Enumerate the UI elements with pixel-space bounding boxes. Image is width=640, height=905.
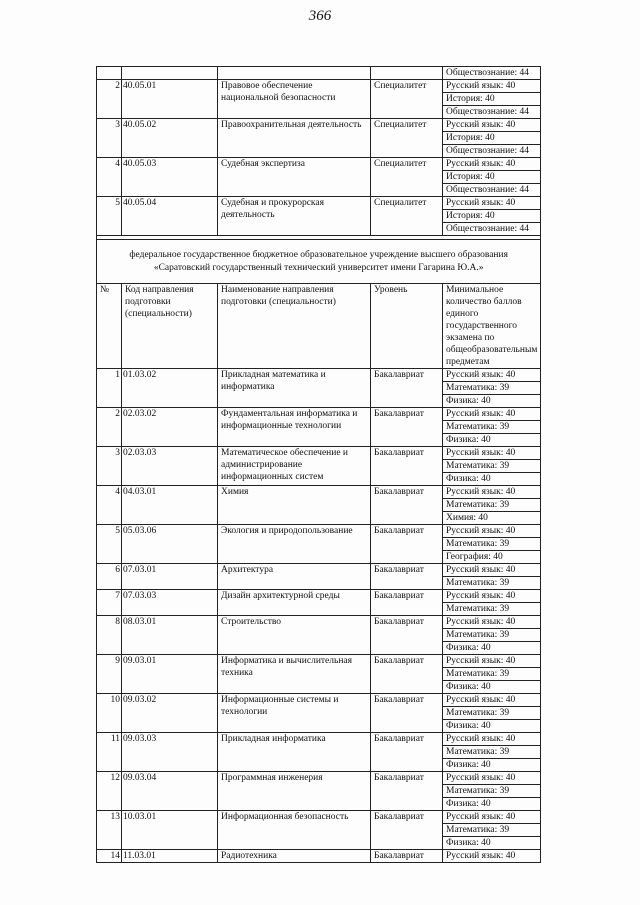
header-level: Уровень	[371, 284, 443, 369]
min-score: Математика: 39	[443, 824, 541, 837]
table-row	[97, 447, 541, 460]
min-score: Русский язык: 40	[443, 590, 541, 603]
program-code: 09.03.01	[122, 655, 218, 694]
program-level: Бакалавриат	[371, 733, 443, 772]
program-level: Специалитет	[371, 119, 443, 158]
program-level: Бакалавриат	[371, 590, 443, 616]
row-number: 4	[97, 486, 122, 525]
min-score: Русский язык: 40	[443, 616, 541, 629]
min-score: Русский язык: 40	[443, 772, 541, 785]
table-row	[97, 655, 541, 668]
min-score: История: 40	[443, 210, 541, 223]
row-number: 3	[97, 119, 122, 158]
program-name: Судебная экспертиза	[218, 158, 371, 197]
min-score: Русский язык: 40	[443, 811, 541, 824]
table-row	[97, 197, 541, 210]
program-name: Фундаментальная информатика и информационные технологии	[218, 408, 371, 447]
row-number: 11	[97, 733, 122, 772]
program-code: 40.05.04	[122, 197, 218, 236]
program-code: 09.03.04	[122, 772, 218, 811]
admission-table	[96, 66, 541, 863]
program-name: Правоохранительная деятельность	[218, 119, 371, 158]
table-row	[97, 616, 541, 629]
table-row	[97, 486, 541, 499]
row-number: 14	[97, 850, 122, 863]
program-code: 07.03.01	[122, 564, 218, 590]
program-code: 11.03.01	[122, 850, 218, 863]
min-score: Русский язык: 40	[443, 525, 541, 538]
program-code: 40.05.01	[122, 80, 218, 119]
min-score: Математика: 39	[443, 746, 541, 759]
min-score: Математика: 39	[443, 629, 541, 642]
min-score: Русский язык: 40	[443, 158, 541, 171]
table-row	[97, 733, 541, 746]
min-score: Математика: 39	[443, 499, 541, 512]
min-score: Физика: 40	[443, 434, 541, 447]
min-score: Математика: 39	[443, 668, 541, 681]
table-row	[97, 408, 541, 421]
table-row	[97, 80, 541, 93]
program-level: Бакалавриат	[371, 850, 443, 863]
row-number: 12	[97, 772, 122, 811]
min-score: Русский язык: 40	[443, 369, 541, 382]
min-score: Математика: 39	[443, 538, 541, 551]
min-score: Русский язык: 40	[443, 850, 541, 863]
table-row	[97, 811, 541, 824]
min-score: Физика: 40	[443, 720, 541, 733]
min-score: Математика: 39	[443, 460, 541, 473]
table-row	[97, 158, 541, 171]
program-level: Бакалавриат	[371, 486, 443, 525]
empty-cell	[218, 67, 371, 80]
header-min-score: Минимальное количество баллов единого государственного экзамена по общеобразовательным предметам	[443, 284, 541, 369]
program-name: Химия	[218, 486, 371, 525]
program-name: Строительство	[218, 616, 371, 655]
min-score: Русский язык: 40	[443, 694, 541, 707]
program-code: 09.03.03	[122, 733, 218, 772]
min-score: Обществознание: 44	[443, 106, 541, 119]
row-number: 13	[97, 811, 122, 850]
row-number: 6	[97, 564, 122, 590]
min-score: Физика: 40	[443, 759, 541, 772]
table-row	[97, 525, 541, 538]
row-number: 5	[97, 525, 122, 564]
program-name: Экология и природопользование	[218, 525, 371, 564]
min-score: Математика: 39	[443, 707, 541, 720]
program-level: Бакалавриат	[371, 655, 443, 694]
min-score: Физика: 40	[443, 798, 541, 811]
program-code: 04.03.01	[122, 486, 218, 525]
program-level: Бакалавриат	[371, 616, 443, 655]
program-level: Специалитет	[371, 197, 443, 236]
program-code: 40.05.02	[122, 119, 218, 158]
table-row	[97, 564, 541, 577]
row-number: 9	[97, 655, 122, 694]
min-score: Математика: 39	[443, 785, 541, 798]
header-name: Наименование направления подготовки (специальности)	[218, 284, 371, 369]
previous-section	[97, 67, 541, 236]
min-score: Математика: 39	[443, 421, 541, 434]
row-number: 3	[97, 447, 122, 486]
program-name: Математическое обеспечение и администрирование информационных систем	[218, 447, 371, 486]
min-score: Русский язык: 40	[443, 408, 541, 421]
empty-cell	[97, 67, 122, 80]
min-score: Русский язык: 40	[443, 80, 541, 93]
min-score: Русский язык: 40	[443, 197, 541, 210]
min-score: Обществознание: 44	[443, 184, 541, 197]
program-name: Информатика и вычислительная техника	[218, 655, 371, 694]
min-score: Русский язык: 40	[443, 655, 541, 668]
program-level: Специалитет	[371, 80, 443, 119]
program-level: Бакалавриат	[371, 408, 443, 447]
row-number: 10	[97, 694, 122, 733]
min-score: Химия: 40	[443, 512, 541, 525]
empty-cell	[122, 67, 218, 80]
min-score: Русский язык: 40	[443, 564, 541, 577]
program-name: Прикладная математика и информатика	[218, 369, 371, 408]
min-score: Физика: 40	[443, 642, 541, 655]
min-score: Математика: 39	[443, 382, 541, 395]
program-level: Специалитет	[371, 158, 443, 197]
min-score: Обществознание: 44	[443, 67, 541, 80]
min-score: Русский язык: 40	[443, 447, 541, 460]
program-code: 01.03.02	[122, 369, 218, 408]
program-level: Бакалавриат	[371, 447, 443, 486]
table-row	[97, 590, 541, 603]
min-score: География: 40	[443, 551, 541, 564]
table-row	[97, 772, 541, 785]
program-level: Бакалавриат	[371, 564, 443, 590]
min-score: История: 40	[443, 93, 541, 106]
program-name: Программная инженерия	[218, 772, 371, 811]
row-number: 7	[97, 590, 122, 616]
institution-rows	[97, 369, 541, 863]
table-row	[97, 119, 541, 132]
min-score: Обществознание: 44	[443, 223, 541, 236]
min-score: История: 40	[443, 171, 541, 184]
program-code: 02.03.03	[122, 447, 218, 486]
program-code: 09.03.02	[122, 694, 218, 733]
empty-cell	[371, 67, 443, 80]
min-score: Русский язык: 40	[443, 733, 541, 746]
table-row	[97, 694, 541, 707]
table-row	[97, 67, 541, 80]
table-row	[97, 369, 541, 382]
min-score: Русский язык: 40	[443, 119, 541, 132]
program-code: 07.03.03	[122, 590, 218, 616]
program-name: Радиотехника	[218, 850, 371, 863]
institution-section	[97, 236, 541, 369]
row-number: 5	[97, 197, 122, 236]
row-number: 1	[97, 369, 122, 408]
min-score: Физика: 40	[443, 395, 541, 408]
row-number: 2	[97, 80, 122, 119]
program-name: Информационная безопасность	[218, 811, 371, 850]
page-number: 366	[308, 8, 332, 24]
program-code: 10.03.01	[122, 811, 218, 850]
row-number: 4	[97, 158, 122, 197]
program-level: Бакалавриат	[371, 772, 443, 811]
min-score: Физика: 40	[443, 681, 541, 694]
min-score: Математика: 39	[443, 577, 541, 590]
program-name: Архитектура	[218, 564, 371, 590]
row-number: 2	[97, 408, 122, 447]
min-score: Математика: 39	[443, 603, 541, 616]
min-score: Обществознание: 44	[443, 145, 541, 158]
table-row	[97, 850, 541, 863]
header-num: №	[97, 284, 122, 369]
header-code: Код направления подготовки (специальности)	[122, 284, 218, 369]
program-code: 40.05.03	[122, 158, 218, 197]
program-name: Информационные системы и технологии	[218, 694, 371, 733]
row-number: 8	[97, 616, 122, 655]
program-name: Дизайн архитектурной среды	[218, 590, 371, 616]
program-code: 02.03.02	[122, 408, 218, 447]
min-score: Русский язык: 40	[443, 486, 541, 499]
program-code: 08.03.01	[122, 616, 218, 655]
institution-name: федеральное государственное бюджетное образовательное учреждение высшего образования «Саратовский государственный технический университет имени Гагарина Ю.А.»	[97, 240, 541, 284]
program-name: Правовое обеспечение национальной безопасности	[218, 80, 371, 119]
min-score: История: 40	[443, 132, 541, 145]
program-level: Бакалавриат	[371, 369, 443, 408]
program-level: Бакалавриат	[371, 525, 443, 564]
min-score: Физика: 40	[443, 473, 541, 486]
min-score: Физика: 40	[443, 837, 541, 850]
table-header	[97, 284, 541, 369]
program-level: Бакалавриат	[371, 811, 443, 850]
program-name: Судебная и прокурорская деятельность	[218, 197, 371, 236]
program-code: 05.03.06	[122, 525, 218, 564]
program-name: Прикладная информатика	[218, 733, 371, 772]
program-level: Бакалавриат	[371, 694, 443, 733]
